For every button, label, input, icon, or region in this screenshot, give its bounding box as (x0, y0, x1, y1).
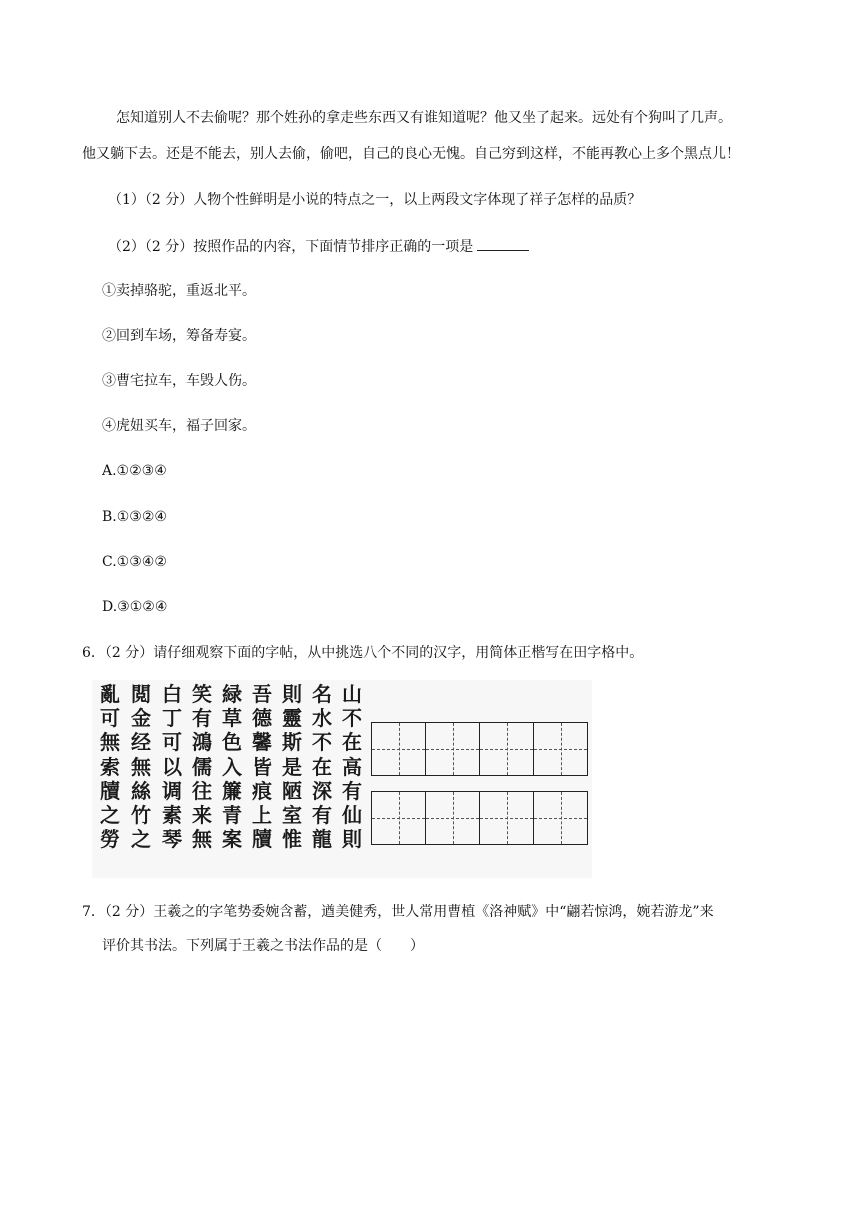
tianzige-row-1 (371, 722, 591, 776)
tianzige-cell[interactable] (371, 791, 426, 845)
passage-line-2: 他又躺下去。还是不能去，别人去偷，偷吧，自己的良心无愧。自己穷到这样，不能再教心上多个黑点儿！ (82, 146, 740, 162)
tianzige-cell[interactable] (479, 722, 534, 776)
tianzige-cell[interactable] (425, 722, 480, 776)
option-a: A.①②③④ (102, 463, 167, 479)
calligraphy-column: 則 靈 斯 是 陋 室 惟 (282, 682, 302, 852)
tianzige-cell[interactable] (479, 791, 534, 845)
tianzige-cell[interactable] (425, 791, 480, 845)
calligraphy-column: 亂 可 無 索 牘 之 勞 (100, 682, 120, 852)
calligraphy-column: 吾 德 馨 皆 痕 上 牘 (252, 682, 272, 852)
calligraphy-column: 緑 草 色 入 簾 青 案 (222, 682, 242, 852)
tianzige-cell[interactable] (533, 722, 588, 776)
calligraphy-column: 名 水 不 在 深 有 龍 (312, 682, 332, 852)
calligraphy-column: 閲 金 经 無 絲 竹 之 (131, 682, 151, 852)
calligraphy-column: 白 丁 可 以 调 素 琴 (162, 682, 182, 852)
option-d: D.③①②④ (102, 599, 168, 615)
event-2: ②回到车场，筹备寿宴。 (102, 328, 256, 344)
option-c: C.①③④② (102, 554, 167, 570)
tianzige-row-2 (371, 791, 591, 845)
question-6: 6．（2 分）请仔细观察下面的字帖，从中挑选八个不同的汉字，用简体正楷写在田字格中。 (82, 645, 644, 661)
question-5-2 (108, 236, 529, 257)
question-5-2-text: （2）（2 分）按照作品的内容，下面情节排序正确的一项是 (108, 239, 474, 255)
calligraphy-column: 山 不 在 高 有 仙 則 (342, 682, 362, 852)
answer-blank (477, 236, 529, 251)
event-4: ④虎妞买车，福子回家。 (102, 418, 256, 434)
question-7-line-1: 7．（2 分）王羲之的字笔势委婉含蓄，遒美健秀，世人常用曹植《洛神赋》中“翩若惊鸿，婉若游龙”来 (82, 904, 714, 920)
passage-line-1: 怎知道别人不去偷呢？那个姓孙的拿走些东西又有谁知道呢？他又坐了起来。远处有个狗叫了几声。 (116, 110, 732, 126)
event-3: ③曹宅拉车，车毁人伤。 (102, 373, 256, 389)
tianzige-cell[interactable] (371, 722, 426, 776)
question-7-line-2: 评价其书法。下列属于王羲之书法作品的是（ ） (102, 938, 424, 954)
calligraphy-copybook (98, 682, 360, 878)
option-b: B.①③②④ (102, 509, 167, 525)
calligraphy-column: 笑 有 鴻 儒 往 来 無 (192, 682, 212, 852)
tianzige-cell[interactable] (533, 791, 588, 845)
event-1: ①卖掉骆驼，重返北平。 (102, 283, 256, 299)
question-5-1: （1）（2 分）人物个性鲜明是小说的特点之一，以上两段文字体现了祥子怎样的品质？ (108, 192, 642, 208)
